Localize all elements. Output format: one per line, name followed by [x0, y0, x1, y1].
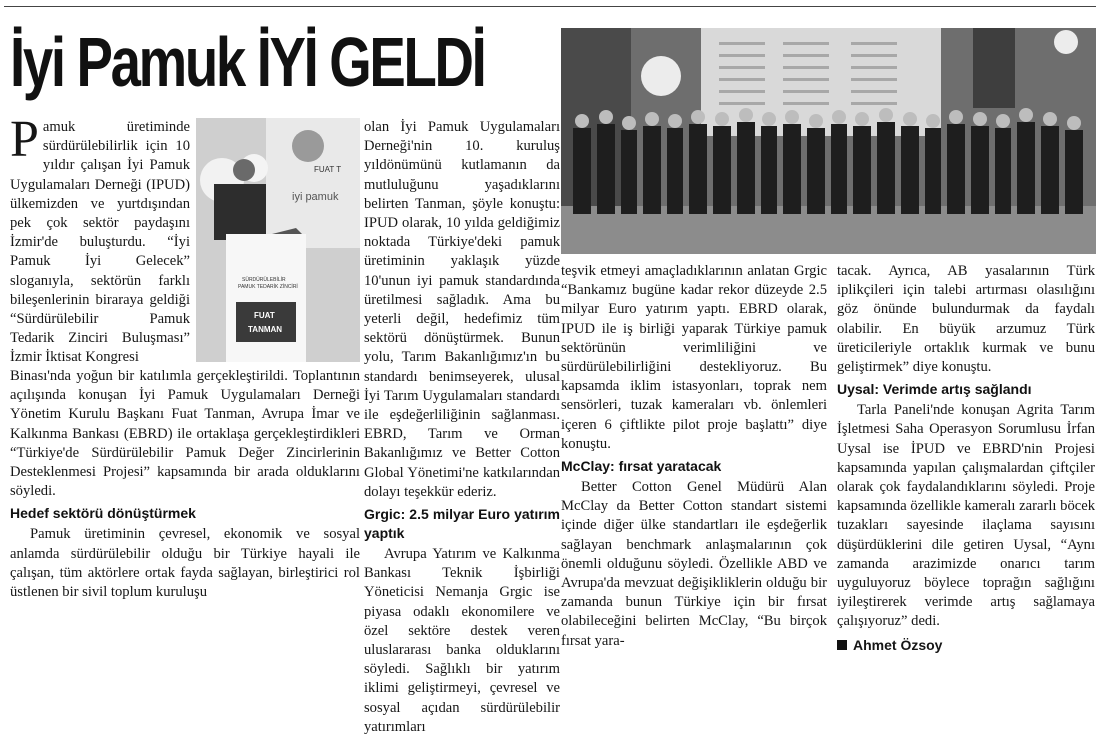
speaker-body: [214, 184, 266, 240]
flag: [973, 28, 1015, 108]
lectern-line1: SÜRDÜRÜLEBİLİR: [242, 277, 286, 283]
lectern-name2: TANMAN: [248, 325, 283, 334]
subheading-mcclay: McClay: fırsat yaratacak: [561, 458, 722, 475]
col1-text-a: amuk üretiminde sürdürülebilirlik için 10 yıldır çalışan İyi Pamuk Uygulamaları Derneği (IPUD) ülkemizden ve yurtdışından pek çok sektör paydaşını İzmir'de buluşturdu. “İyi Pamuk İyi Gelecek” sloganıyla, sektörün farklı bileşenlerinin biraraya geldiği “Sürdürülebilir Pamuk Tedarik Zinciri Buluşması” İzmir İktisat Kongresi: [10, 119, 190, 366]
group-photo: [561, 28, 1096, 254]
column-2: [364, 118, 560, 737]
top-rule: [4, 6, 1096, 7]
col3-text-b: Better Cotton Genel Müdürü Alan McClay da Better Cotton standart sistemi içinde diğer ülke standartları ile eşdeğerlik sağlayan benchmark anlaşmalarının çok önemli olduğunu söyledi. Özellikle ABD ve Avrupa'da mevzuat değişikliklerin olduğu bir zamanda bunun Türkiye için bir fırsat olabileceğini belirten McClay, “Bu birçok fırsat yara-: [561, 479, 827, 649]
lectern-line2: PAMUK TEDARİK ZİNCİRİ: [238, 284, 298, 290]
col1-text-b: Binası'nda yoğun bir katılımla gerçekleştirildi. Toplantının açılışında konuşan İyi Pamuk Uygulamaları Derneği Yönetim Kurulu Başkanı Fuat Tanman, Avrupa İmar ve Kalkınma Bankası (EBRD) ile ortaklaşa gerçekleştirdikleri “Türkiye'de Sürdürülebilir Pamuk Değer Zincirlerinin Desteklenmesi Projesi” kapsamında bir arada olduklarını söyledi.: [10, 368, 360, 500]
subheading-uysal: Uysal: Verimde artış sağlandı: [837, 381, 1032, 398]
subheading-grgic: Grgic: 2.5 milyar Euro yatırım yaptık: [364, 506, 560, 542]
col2-text-b: Avrupa Yatırım ve Kalkınma Bankası Teknik İşbirliği Yöneticisi Nemanja Grgic ise piyasa odaklı ekonomilere ve özel sektöre destek veren uluslararası banka olduklarını söyledi. Sağlıklı bir yatırım iklimi geliştirmeyi, çevresel ve sosyal açıdan sürdürülebilir yatırımları: [364, 546, 560, 735]
stage-floor: [561, 206, 1096, 254]
subheading-hedef: Hedef sektörü dönüştürmek: [10, 505, 196, 522]
byline: [837, 636, 1095, 655]
cotton-ball-icon: [641, 56, 681, 96]
column-4: [837, 262, 1095, 655]
paragraph: [10, 111, 190, 368]
column-1-wide: [10, 367, 360, 602]
col4-text-b: Tarla Paneli'nde konuşan Agrita Tarım İşletmesi Saha Operasyon Sorumlusu İrfan Uysal ise İPUD ve EBRD'nin Projesi kapsamında yapılan çalışmalardan çiftçiler olarak çok faydalandıklarını söyledi. Proje kapsamında özellikle kameralı zararlı böcek tuzakları sayesinde ilaçlama sayısını düşürdüklerini dile getiren Uysal, “Aynı zamanda arazimizde onarıcı tarım uyguluyoruz böylece toprağın sağlığını iyileştirerek verimde artış sağlamaya çalışıyoruz” dedi.: [837, 402, 1095, 630]
cotton-ball-icon: [1054, 30, 1078, 54]
screen-name: FUAT T: [314, 165, 342, 174]
podium-photo: [196, 118, 360, 362]
screen-portrait: [292, 130, 324, 162]
column-3: [561, 262, 827, 651]
col1-text-c: Pamuk üretiminin çevresel, ekonomik ve sosyal anlamda sürdürülebilir olduğu bir Türkiye hayali ile çalışan, tüm aktörlere ortak fayda sağlayan, birleştirici rol üstlenen bir sivil toplum kuruluşu: [10, 526, 360, 601]
col2-text-a: olan İyi Pamuk Uygulamaları Derneği'nin 10. kuruluş yıldönümünü kutlamanın da mutluluğunu yaşadıklarını belirten Tanman, şöyle konuştu: IPUD olarak, 10 yılda geldiğimiz noktada Türkiye'deki pamuk üretiminin yaklaşık yüzde 10'unun iyi pamuk standardında üretilmesi sağladık. Ama bu yeterli değil, hedefimiz tüm sektörü dönüştürmek. Bunun yolu, Tarım Bakanlığımız'ın bu standardı benimseyerek, ulusal İyi Tarım Uygulamaları standardı ile eşdeğerliliğinin sağlanması. EBRD, Tarım ve Orman Bakanlığımız ve Better Cotton Global Yönetimi'ne katkılarından dolayı teşekkür ederiz.: [364, 119, 560, 500]
screen-logo: iyi pamuk: [292, 191, 339, 203]
speaker-head: [233, 159, 255, 181]
byline-square-icon: [837, 640, 847, 650]
col4-text-a: tacak. Ayrıca, AB yasalarının Türk iplikçileri için talebi artırması olasılığını göz önünde bulundurmak da faydalı olabilir. En büyük arzumuz Türk üreticileriyle ortaklık kurmak ve bunu geliştirmek” diye konuştu.: [837, 263, 1095, 376]
lectern-name1: FUAT: [254, 311, 275, 320]
lectern: [226, 234, 306, 362]
col3-text-a: teşvik etmeyi amaçladıklarının anlatan Grgic “Bankamız bugüne kadar rekor düzeyde 2.5 milyar Euro yatırım yaptı. EBRD olarak, IPUD ile iş birliği yaparak Türkiye pamuk sektörünün verimliliğini ve sürdürülebilirliğini destekliyoruz. Bu kapsamda iklim istasyonları, toprak nem sensörleri, tuzak kameraları vb. önlemleri içeren 6 çiftlikte pilot proje başlattı” diye konuştu.: [561, 263, 827, 452]
headline: İyi Pamuk İYİ GELDİ: [10, 23, 485, 101]
byline-author: Ahmet Özsoy: [853, 636, 943, 653]
dropcap: P: [10, 111, 39, 168]
column-1: [10, 111, 190, 368]
